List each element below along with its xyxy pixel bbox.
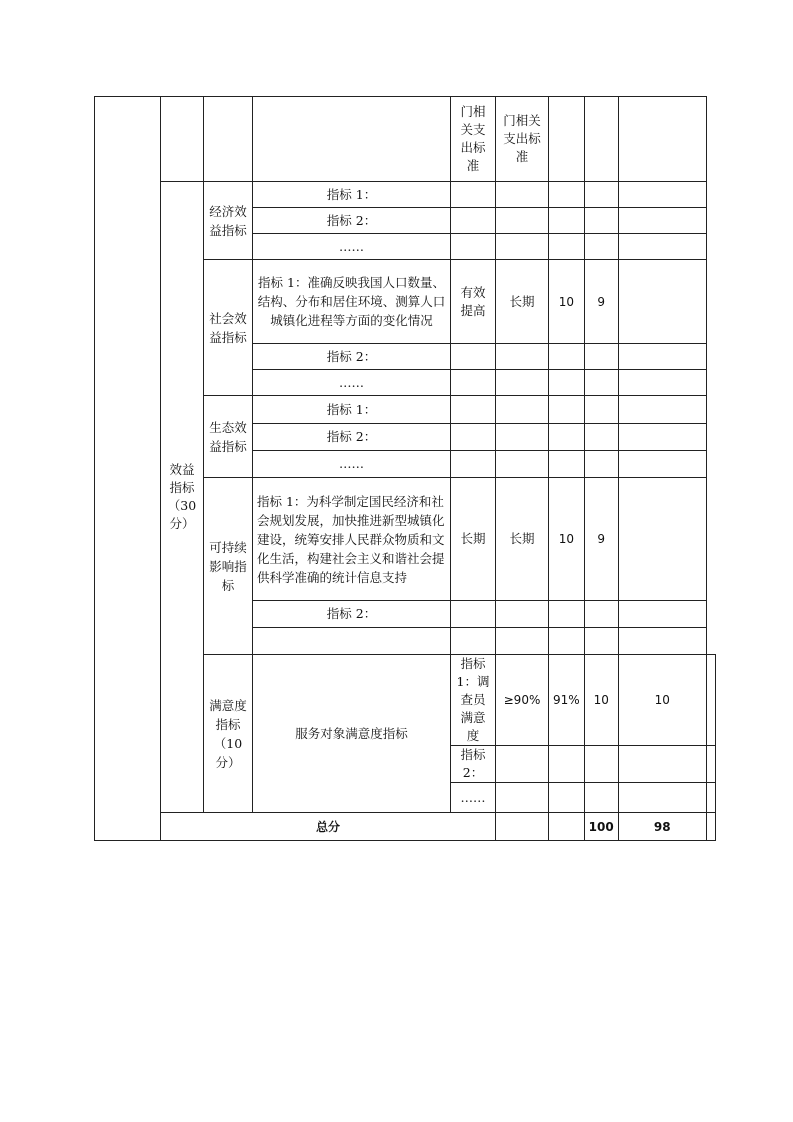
year-value: ≥90%	[496, 655, 549, 746]
ecological-indicator-label: 生态效益指标	[204, 396, 253, 478]
empty-cell	[618, 97, 706, 182]
total-result: 98	[618, 813, 706, 841]
empty-cell	[204, 97, 253, 182]
indicator-cell: ……	[253, 370, 451, 396]
table-row	[95, 97, 716, 182]
indicator-cell: 指标 2：	[451, 746, 496, 783]
indicator-cell: 指标 2：	[253, 208, 451, 234]
target-value: 91%	[549, 655, 585, 746]
target-standard-cell: 门相关支出标准	[496, 97, 549, 182]
score-value: 10	[584, 655, 618, 746]
indicator-description: 指标 1：调查员满意度	[451, 655, 496, 746]
year-value: 长期	[451, 478, 496, 601]
service-satisfaction-label: 服务对象满意度指标	[253, 655, 451, 813]
indicator-cell: ……	[451, 783, 496, 813]
indicator-cell: 指标 1：	[253, 182, 451, 208]
empty-cell	[253, 97, 451, 182]
first-level-cell	[95, 97, 161, 841]
indicator-description: 指标 1：为科学制定国民经济和社会规划发展，加快推进新型城镇化建设，统筹安排人民群众物质和文化生活，构建社会主义和谐社会提供科学准确的统计信息支持	[253, 478, 451, 601]
empty-cell	[549, 97, 585, 182]
social-indicator-label: 社会效益指标	[204, 260, 253, 396]
satisfaction-indicator-label: 满意度指标（10分）	[204, 655, 253, 813]
total-label: 总分	[161, 813, 496, 841]
target-value: 长期	[496, 260, 549, 344]
empty-cell	[584, 97, 618, 182]
score-value: 10	[549, 478, 585, 601]
benefit-indicator-label: 效益指标（30分）	[161, 182, 204, 813]
indicator-cell: 指标 2：	[253, 601, 451, 628]
result-value: 9	[584, 260, 618, 344]
indicator-cell: 指标 2：	[253, 424, 451, 451]
empty-cell	[161, 97, 204, 182]
total-row	[95, 813, 716, 841]
result-value: 10	[618, 655, 706, 746]
performance-table	[94, 96, 716, 841]
score-value: 10	[549, 260, 585, 344]
total-score: 100	[584, 813, 618, 841]
year-value: 有效提高	[451, 260, 496, 344]
indicator-cell: 指标 1：	[253, 396, 451, 424]
target-value: 长期	[496, 478, 549, 601]
year-standard-cell: 门相关支出标准	[451, 97, 496, 182]
indicator-description: 指标 1：准确反映我国人口数量、结构、分布和居住环境、测算人口城镇化进程等方面的变化情况	[253, 260, 451, 344]
indicator-cell: 指标 2：	[253, 344, 451, 370]
indicator-cell: ……	[253, 451, 451, 478]
table-row	[95, 182, 716, 208]
economic-indicator-label: 经济效益指标	[204, 182, 253, 260]
indicator-cell: ……	[253, 234, 451, 260]
sustainable-indicator-label: 可持续影响指标	[204, 478, 253, 655]
result-value: 9	[584, 478, 618, 601]
